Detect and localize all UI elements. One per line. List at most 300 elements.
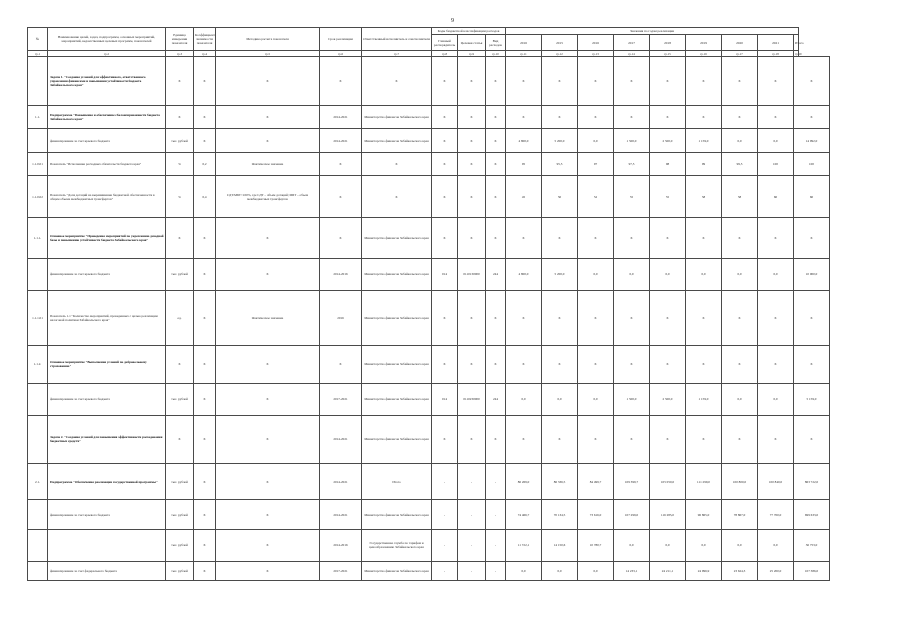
cell-year-value: X — [542, 218, 578, 258]
cell-num — [28, 500, 48, 530]
cell-grbs: X — [432, 152, 458, 175]
cell-coef: X — [194, 129, 216, 152]
cell-vr: X — [486, 176, 506, 218]
cell-year-value: 5 200,0 — [542, 129, 578, 152]
cell-executor: Министерство финансов Забайкальского края — [362, 218, 432, 258]
cell-year-value: 109 399,7 — [614, 464, 650, 500]
cell-vr: X — [486, 345, 506, 383]
column-number: гр.4 — [194, 51, 216, 57]
cell-unit: тыс. рублей — [166, 561, 194, 580]
cell-vr: 244 — [486, 383, 506, 415]
cell-deadline: X — [320, 345, 362, 383]
cell-name: финансирование за счет краевого бюджета — [48, 129, 166, 152]
cell-vr: X — [486, 129, 506, 152]
cell-num: 2.1. — [28, 464, 48, 500]
cell-name: финансирование за счет федерального бюджета — [48, 561, 166, 580]
cell-year-value: X — [650, 106, 686, 129]
cell-year-value: X — [650, 415, 686, 464]
cell-year-value: X — [722, 345, 758, 383]
cell-vr: - — [486, 561, 506, 580]
cell-method: Фактическое значение — [216, 290, 320, 345]
cell-year-value: 0,0 — [542, 383, 578, 415]
cell-year-value: 95,5 — [542, 152, 578, 175]
header-year: 2017 — [614, 35, 650, 51]
table-row — [28, 290, 830, 345]
cell-total: 107 386,0 — [794, 561, 830, 580]
cell-year-value: X — [542, 57, 578, 106]
cell-section: X — [458, 290, 486, 345]
cell-year-value: 98 — [650, 152, 686, 175]
header-year: 2020 — [722, 35, 758, 51]
cell-method: X — [216, 530, 320, 562]
cell-year-value: X — [506, 106, 542, 129]
header-deadline: Срок реализации — [320, 28, 362, 51]
cell-year-value: 96 865,0 — [686, 500, 722, 530]
cell-year-value: X — [758, 106, 794, 129]
cell-deadline: 2014-2016 — [320, 530, 362, 562]
cell-executor: Министерство финансов Забайкальского края — [362, 415, 432, 464]
cell-num — [28, 383, 48, 415]
cell-year-value: 0,0 — [758, 258, 794, 290]
cell-method: X — [216, 561, 320, 580]
cell-total: 60 — [794, 176, 830, 218]
cell-year-value: X — [722, 290, 758, 345]
table-row — [28, 152, 830, 175]
cell-deadline: X — [320, 152, 362, 175]
table-row — [28, 530, 830, 562]
cell-section: X — [458, 415, 486, 464]
cell-unit: тыс. рублей — [166, 129, 194, 152]
cell-num: 1.1.0.01 — [28, 152, 48, 175]
cell-year-value: 99,5 — [722, 152, 758, 175]
cell-executor: Министерство финансов Забайкальского края — [362, 345, 432, 383]
cell-year-value: 2 500,0 — [650, 129, 686, 152]
column-number: гр.7 — [362, 51, 432, 57]
header-method: Методика расчета показателя — [216, 28, 320, 51]
cell-num: 1.1.1.01 — [28, 290, 48, 345]
cell-vr: X — [486, 415, 506, 464]
cell-year-value: 0,0 — [578, 129, 614, 152]
cell-year-value: X — [758, 218, 794, 258]
cell-section: X — [458, 218, 486, 258]
cell-year-value: 5 200,0 — [542, 258, 578, 290]
cell-executor: X — [362, 152, 432, 175]
cell-year-value: 1 159,0 — [686, 129, 722, 152]
cell-vr: 244 — [486, 258, 506, 290]
cell-executor: X — [362, 57, 432, 106]
cell-num — [28, 57, 48, 106]
cell-year-value: 55 — [650, 176, 686, 218]
cell-coef: X — [194, 218, 216, 258]
column-number: гр.5 — [216, 51, 320, 57]
cell-unit: тыс. рублей — [166, 258, 194, 290]
cell-year-value: 77 700,0 — [758, 500, 794, 530]
cell-year-value: X — [578, 218, 614, 258]
cell-name: финансирование за счет краевого бюджета — [48, 258, 166, 290]
cell-year-value: 74 466,7 — [506, 500, 542, 530]
cell-section: 0110130000 — [458, 258, 486, 290]
header-year: 2016 — [578, 35, 614, 51]
cell-method: X — [216, 345, 320, 383]
cell-year-value: X — [650, 290, 686, 345]
cell-year-value: 100 800,0 — [722, 464, 758, 500]
cell-total: 863 722,0 — [794, 464, 830, 500]
cell-section: - — [458, 464, 486, 500]
cell-grbs: X — [432, 129, 458, 152]
cell-vr: - — [486, 530, 506, 562]
cell-section: 0110230000 — [458, 383, 486, 415]
cell-executor: Министерство финансов Забайкальского края — [362, 561, 432, 580]
cell-grbs: X — [432, 218, 458, 258]
cell-section: X — [458, 152, 486, 175]
cell-year-value: X — [686, 218, 722, 258]
cell-year-value: 2 500,0 — [650, 383, 686, 415]
cell-total: X — [794, 415, 830, 464]
cell-year-value: X — [614, 57, 650, 106]
cell-year-value: 73 616,0 — [578, 500, 614, 530]
table-row — [28, 106, 830, 129]
cell-year-value: 0,0 — [578, 561, 614, 580]
table-row — [28, 345, 830, 383]
cell-coef: X — [194, 345, 216, 383]
cell-unit: X — [166, 345, 194, 383]
cell-unit: ед. — [166, 290, 194, 345]
cell-year-value: 105 050,0 — [650, 464, 686, 500]
cell-year-value: 84 499,7 — [578, 464, 614, 500]
cell-year-value: X — [614, 218, 650, 258]
cell-year-value: 100 — [758, 152, 794, 175]
cell-deadline: 2017-2021 — [320, 561, 362, 580]
column-number: гр.13 — [578, 51, 614, 57]
column-number: гр.17 — [722, 51, 758, 57]
cell-section: - — [458, 561, 486, 580]
table-row — [28, 218, 830, 258]
cell-year-value: 0,0 — [650, 258, 686, 290]
cell-name: Основное мероприятие "Проведение мероприятий по укреплению доходной базы и повышению устойчивости бюджета Забайкальского края" — [48, 218, 166, 258]
cell-section: X — [458, 106, 486, 129]
cell-year-value: X — [578, 57, 614, 106]
cell-num — [28, 561, 48, 580]
cell-year-value: X — [542, 345, 578, 383]
cell-vr: X — [486, 106, 506, 129]
cell-year-value: 52 — [578, 176, 614, 218]
cell-num: 1.1.2. — [28, 345, 48, 383]
cell-year-value: 0,0 — [614, 530, 650, 562]
cell-vr: X — [486, 218, 506, 258]
cell-executor: Итого — [362, 464, 432, 500]
cell-total: 100 — [794, 152, 830, 175]
cell-year-value: X — [758, 290, 794, 345]
cell-year-value: 1 500,0 — [614, 383, 650, 415]
cell-name: Показатель "Исполнение расходных обязательств бюджета края" — [48, 152, 166, 175]
cell-name: Подпрограмма "Повышение и обеспечение сбалансированности бюджета Забайкальского края" — [48, 106, 166, 129]
header-year: 2015 — [542, 35, 578, 51]
cell-executor: Министерство финансов Забайкальского края — [362, 383, 432, 415]
cell-year-value: X — [578, 290, 614, 345]
cell-coef: X — [194, 57, 216, 106]
cell-year-value: X — [542, 415, 578, 464]
header-vr: Вид расходов — [486, 35, 506, 51]
cell-deadline: X — [320, 218, 362, 258]
cell-year-value: 4 800,0 — [506, 258, 542, 290]
column-number: гр.6 — [320, 51, 362, 57]
cell-year-value: 14 150,6 — [542, 530, 578, 562]
cell-unit: тыс. рублей — [166, 464, 194, 500]
cell-unit: % — [166, 176, 194, 218]
cell-coef: X — [194, 561, 216, 580]
header-values: Значения по годам реализации — [506, 28, 799, 35]
column-number: гр.15 — [650, 51, 686, 57]
cell-year-value: 0,0 — [578, 258, 614, 290]
cell-num — [28, 530, 48, 562]
cell-year-value: 25 200,0 — [758, 561, 794, 580]
column-number: гр.19 — [795, 51, 802, 56]
cell-num — [28, 129, 48, 152]
cell-year-value: 0,0 — [578, 383, 614, 415]
cell-total: 5 159,0 — [794, 383, 830, 415]
column-number: гр.2 — [48, 51, 166, 57]
table-row — [28, 176, 830, 218]
cell-year-value: X — [542, 106, 578, 129]
cell-year-value: 55 — [614, 176, 650, 218]
cell-year-value: 0,0 — [542, 561, 578, 580]
cell-grbs: X — [432, 415, 458, 464]
page-number: 9 — [451, 18, 454, 24]
header-name: Наименование целей, задач, подпрограмм, основных мероприятий, мероприятий, ведомственных целевых программ, показателей — [48, 28, 166, 51]
column-number: гр.1 — [28, 51, 48, 57]
cell-year-value: X — [722, 106, 758, 129]
header-coef: Коэффициент значимости показателя — [194, 28, 216, 51]
header-num: № — [28, 28, 48, 51]
cell-method: X — [216, 258, 320, 290]
cell-year-value: X — [506, 415, 542, 464]
cell-year-value: X — [506, 57, 542, 106]
cell-unit: тыс. рублей — [166, 530, 194, 562]
cell-year-value: 86 336,5 — [542, 464, 578, 500]
cell-total: X — [794, 345, 830, 383]
cell-year-value: 24 211,1 — [650, 561, 686, 580]
cell-executor: X — [362, 176, 432, 218]
cell-deadline: 2014-2021 — [320, 500, 362, 530]
cell-executor: Министерство финансов Забайкальского края — [362, 500, 432, 530]
cell-year-value: 0,0 — [506, 561, 542, 580]
cell-year-value: X — [686, 415, 722, 464]
column-number: гр.3 — [166, 51, 194, 57]
header-unit: Единица измерения показателя — [166, 28, 194, 51]
header-year: 2016 — [506, 35, 542, 51]
cell-year-value: X — [686, 106, 722, 129]
cell-total: X — [794, 218, 830, 258]
cell-coef: X — [194, 500, 216, 530]
cell-unit: X — [166, 218, 194, 258]
cell-year-value: 0,0 — [686, 258, 722, 290]
cell-name: Задача 1. "Создание условий для эффективного, ответственного управления финансами и повышения устойчивости бюджета Забайкальского края" — [48, 57, 166, 106]
cell-year-value: X — [686, 57, 722, 106]
cell-coef: X — [194, 383, 216, 415]
cell-name: Задача 2. "Создание условий для повышения эффективности расходования бюджетных средств" — [48, 415, 166, 464]
cell-method: X — [216, 415, 320, 464]
cell-total: 699 633,0 — [794, 500, 830, 530]
cell-coef: X — [194, 530, 216, 562]
cell-year-value: X — [578, 106, 614, 129]
cell-coef: 0,2 — [194, 152, 216, 175]
cell-year-value: X — [686, 290, 722, 345]
cell-year-value: 116 285,0 — [650, 500, 686, 530]
cell-num — [28, 258, 48, 290]
cell-method: X — [216, 383, 320, 415]
cell-year-value: 0,0 — [758, 530, 794, 562]
cell-coef: 0,4 — [194, 176, 216, 218]
cell-name — [48, 530, 166, 562]
cell-grbs: X — [432, 57, 458, 106]
cell-vr: X — [486, 290, 506, 345]
cell-grbs: X — [432, 290, 458, 345]
cell-year-value: 14 233,1 — [614, 561, 650, 580]
cell-unit: X — [166, 57, 194, 106]
table-row — [28, 258, 830, 290]
cell-vr: - — [486, 500, 506, 530]
cell-year-value: X — [506, 290, 542, 345]
header-grbs: Главный распорядитель — [432, 35, 458, 51]
cell-name: Показатель 1.1 "Количество мероприятий, проведенных с целью реализации налоговой политики Забайкальского края" — [48, 290, 166, 345]
cell-grbs: 014 — [432, 383, 458, 415]
table-row — [28, 415, 830, 464]
cell-deadline: 2017-2021 — [320, 383, 362, 415]
cell-section: X — [458, 129, 486, 152]
table-row — [28, 57, 830, 106]
cell-deadline: X — [320, 57, 362, 106]
column-number: гр.14 — [614, 51, 650, 57]
cell-year-value: X — [758, 415, 794, 464]
cell-section: - — [458, 500, 486, 530]
cell-year-value: 0,0 — [722, 129, 758, 152]
cell-year-value: X — [722, 218, 758, 258]
cell-method: X — [216, 218, 320, 258]
cell-grbs: - — [432, 464, 458, 500]
cell-year-value: 78 867,0 — [722, 500, 758, 530]
cell-year-value: X — [722, 57, 758, 106]
cell-year-value: 24 996,9 — [686, 561, 722, 580]
cell-year-value: 0,0 — [650, 530, 686, 562]
cell-grbs: - — [432, 561, 458, 580]
cell-year-value: X — [650, 218, 686, 258]
header-section: Целевая статья — [458, 35, 486, 51]
column-number: гр.12 — [542, 51, 578, 57]
cell-num: 1.1.0.02 — [28, 176, 48, 218]
cell-method: X — [216, 500, 320, 530]
cell-year-value: 0,0 — [614, 258, 650, 290]
cell-year-value: X — [758, 57, 794, 106]
cell-total: 14 992,0 — [794, 129, 830, 152]
cell-name: Основное мероприятие "Выполнение условий по добровольному страхованию" — [48, 345, 166, 383]
cell-method: X — [216, 57, 320, 106]
header-total: Итого — [794, 35, 799, 51]
cell-name: финансирование за счет краевого бюджета — [48, 500, 166, 530]
cell-year-value: X — [614, 345, 650, 383]
table-body — [28, 51, 830, 581]
column-number: гр.9 — [458, 51, 486, 57]
cell-name: Показатель "Доля дотаций на выравнивание бюджетной обеспеченности в общем объеме межбюджетных трансфертов" — [48, 176, 166, 218]
column-number: гр.18 — [758, 51, 794, 57]
cell-executor: Министерство финансов Забайкальского края — [362, 129, 432, 152]
cell-year-value: 0,0 — [686, 530, 722, 562]
cell-deadline: 2014-2021 — [320, 415, 362, 464]
cell-year-value: 107 299,0 — [614, 500, 650, 530]
table-row — [28, 561, 830, 580]
header-kbk: Коды бюджетной классификации расходов — [432, 28, 506, 35]
cell-year-value: 10 780,7 — [578, 530, 614, 562]
cell-year-value: 0,0 — [722, 383, 758, 415]
cell-section: X — [458, 345, 486, 383]
cell-year-value: X — [614, 106, 650, 129]
cell-executor: Министерство финансов Забайкальского края — [362, 258, 432, 290]
cell-year-value: 0,0 — [506, 383, 542, 415]
table-row — [28, 500, 830, 530]
cell-year-value: X — [722, 415, 758, 464]
cell-year-value: X — [650, 57, 686, 106]
cell-year-value: 58 — [722, 176, 758, 218]
cell-coef: X — [194, 415, 216, 464]
cell-year-value: 0,0 — [722, 258, 758, 290]
cell-vr: X — [486, 152, 506, 175]
cell-year-value: X — [578, 345, 614, 383]
cell-year-value: 86 269,0 — [506, 464, 542, 500]
cell-year-value: 70 134,5 — [542, 500, 578, 530]
cell-year-value: X — [542, 290, 578, 345]
cell-total: X — [794, 290, 830, 345]
cell-coef: X — [194, 290, 216, 345]
cell-year-value: 23 624,3 — [722, 561, 758, 580]
cell-year-value: 0,0 — [758, 129, 794, 152]
cell-year-value: X — [506, 345, 542, 383]
cell-executor: Министерство финансов Забайкальского края — [362, 290, 432, 345]
cell-vr: - — [486, 464, 506, 500]
cell-year-value: X — [686, 345, 722, 383]
cell-grbs: X — [432, 106, 458, 129]
cell-year-value: 0,0 — [722, 530, 758, 562]
cell-executor: Государственная служба по тарифам и ценообразованию Забайкальского края — [362, 530, 432, 562]
cell-unit: X — [166, 415, 194, 464]
cell-section: X — [458, 176, 486, 218]
cell-num — [28, 415, 48, 464]
cell-grbs: X — [432, 345, 458, 383]
cell-vr: X — [486, 57, 506, 106]
cell-grbs: 014 — [432, 258, 458, 290]
cell-year-value: 1 500,0 — [614, 129, 650, 152]
cell-method: X — [216, 106, 320, 129]
table-row — [28, 383, 830, 415]
cell-year-value: 1 159,0 — [686, 383, 722, 415]
cell-section: X — [458, 57, 486, 106]
cell-year-value: 100 840,0 — [758, 464, 794, 500]
column-number: гр.10 — [486, 51, 506, 57]
cell-method: X — [216, 464, 320, 500]
column-number: гр.8 — [432, 51, 458, 57]
table-row — [28, 129, 830, 152]
header-year: 2021 — [758, 35, 794, 51]
cell-grbs: - — [432, 530, 458, 562]
cell-unit: тыс. рублей — [166, 383, 194, 415]
cell-total: X — [794, 106, 830, 129]
cell-section: - — [458, 530, 486, 562]
cell-method: СДТ/МБТ×100%, где СДТ – объем дотаций; МБТ – объем межбюджетных трансфертов — [216, 176, 320, 218]
cell-executor: Министерство финансов Забайкальского края — [362, 106, 432, 129]
cell-year-value: X — [758, 345, 794, 383]
cell-year-value: 11 722,1 — [506, 530, 542, 562]
cell-year-value: 111 299,0 — [686, 464, 722, 500]
cell-grbs: X — [432, 176, 458, 218]
cell-year-value: 95 — [506, 152, 542, 175]
